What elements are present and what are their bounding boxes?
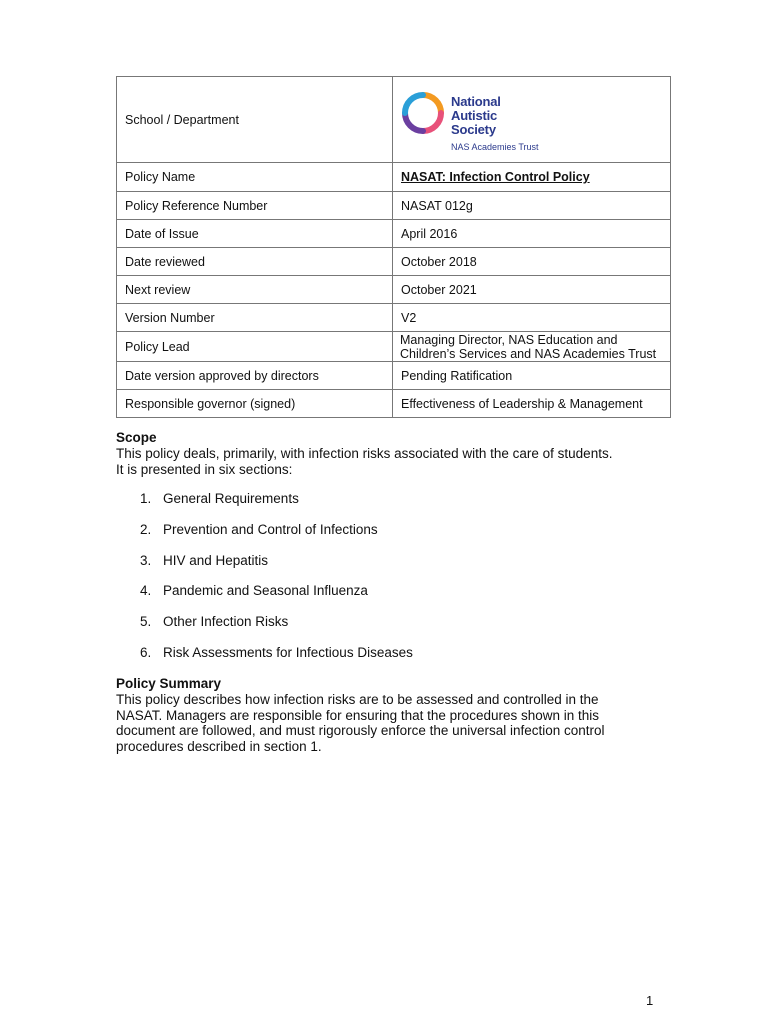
row-value: Effectiveness of Leadership & Management: [393, 390, 671, 418]
school-department-label: School / Department: [117, 77, 393, 163]
row-value: NASAT 012g: [393, 192, 671, 220]
row-value: V2: [393, 304, 671, 332]
policy-lead-line-2: Children’s Services and NAS Academies Trust: [400, 346, 657, 361]
sections-list: [140, 491, 413, 676]
row-label: Date reviewed: [117, 248, 393, 276]
nas-logo: [401, 89, 561, 152]
policy-summary-heading: Policy Summary: [116, 676, 222, 691]
list-item: [140, 583, 413, 614]
logo-line-society: Society: [451, 122, 496, 137]
list-number: 5.: [140, 614, 152, 630]
list-number: 2.: [140, 521, 152, 537]
table-row: [117, 192, 671, 220]
list-item: [140, 522, 413, 553]
row-label: Date of Issue: [117, 220, 393, 248]
list-text: HIV and Hepatitis: [163, 552, 269, 568]
list-text: Risk Assessments for Infectious Diseases: [163, 644, 413, 660]
list-text: Prevention and Control of Infections: [163, 521, 378, 537]
logo-wordmark: [451, 95, 501, 137]
row-value: April 2016: [393, 220, 671, 248]
page-number: 1: [646, 993, 654, 1008]
list-item: [140, 614, 413, 645]
policy-title: NASAT: Infection Control Policy: [393, 163, 671, 192]
row-value: Pending Ratification: [393, 362, 671, 390]
row-label: Version Number: [117, 304, 393, 332]
row-label: Responsible governor (signed): [117, 390, 393, 418]
table-row: [117, 332, 671, 362]
list-text: Pandemic and Seasonal Influenza: [163, 583, 368, 599]
list-item: [140, 491, 413, 522]
row-value: October 2018: [393, 248, 671, 276]
list-item: [140, 645, 413, 676]
scope-text: [116, 446, 656, 477]
row-label: Policy Reference Number: [117, 192, 393, 220]
list-number: 1.: [140, 491, 152, 506]
table-row: [117, 163, 671, 192]
summary-line-2: NASAT. Managers are responsible for ensuring that the procedures shown in this: [116, 707, 600, 723]
table-row: [117, 390, 671, 418]
scope-line-1: This policy deals, primarily, with infection risks associated with the care of students.: [116, 446, 613, 461]
logo-cell: [393, 77, 671, 163]
policy-info-table: [116, 76, 671, 418]
row-label: Date version approved by directors: [117, 362, 393, 390]
summary-line-1: This policy describes how infection risks are to be assessed and controlled in the: [116, 692, 599, 707]
row-label: Next review: [117, 276, 393, 304]
logo-line-autistic: Autistic: [451, 108, 498, 123]
row-value: [393, 332, 671, 362]
logo-line-national: National: [451, 94, 501, 109]
table-row: [117, 248, 671, 276]
policy-summary-text: [116, 692, 656, 754]
list-number: 4.: [140, 583, 152, 599]
table-row: [117, 362, 671, 390]
policy-lead-line-1: Managing Director, NAS Education and: [400, 332, 618, 347]
list-text: General Requirements: [163, 491, 299, 506]
table-row: [117, 276, 671, 304]
list-number: 3.: [140, 552, 152, 568]
summary-line-4: procedures described in section 1.: [116, 738, 322, 754]
logo-subtitle: NAS Academies Trust: [451, 142, 539, 152]
scope-line-2: It is presented in six sections:: [116, 461, 293, 477]
row-label: Policy Name: [117, 163, 393, 192]
summary-line-3: document are followed, and must rigorously enforce the universal infection control: [116, 723, 605, 738]
nas-logo-ring-icon: [401, 91, 445, 135]
table-row: [117, 220, 671, 248]
table-row: [117, 304, 671, 332]
table-row: [117, 77, 671, 163]
scope-heading: Scope: [116, 430, 157, 445]
list-item: [140, 553, 413, 584]
list-text: Other Infection Risks: [163, 614, 289, 630]
row-value: October 2021: [393, 276, 671, 304]
row-label: Policy Lead: [117, 332, 393, 362]
list-number: 6.: [140, 644, 152, 660]
